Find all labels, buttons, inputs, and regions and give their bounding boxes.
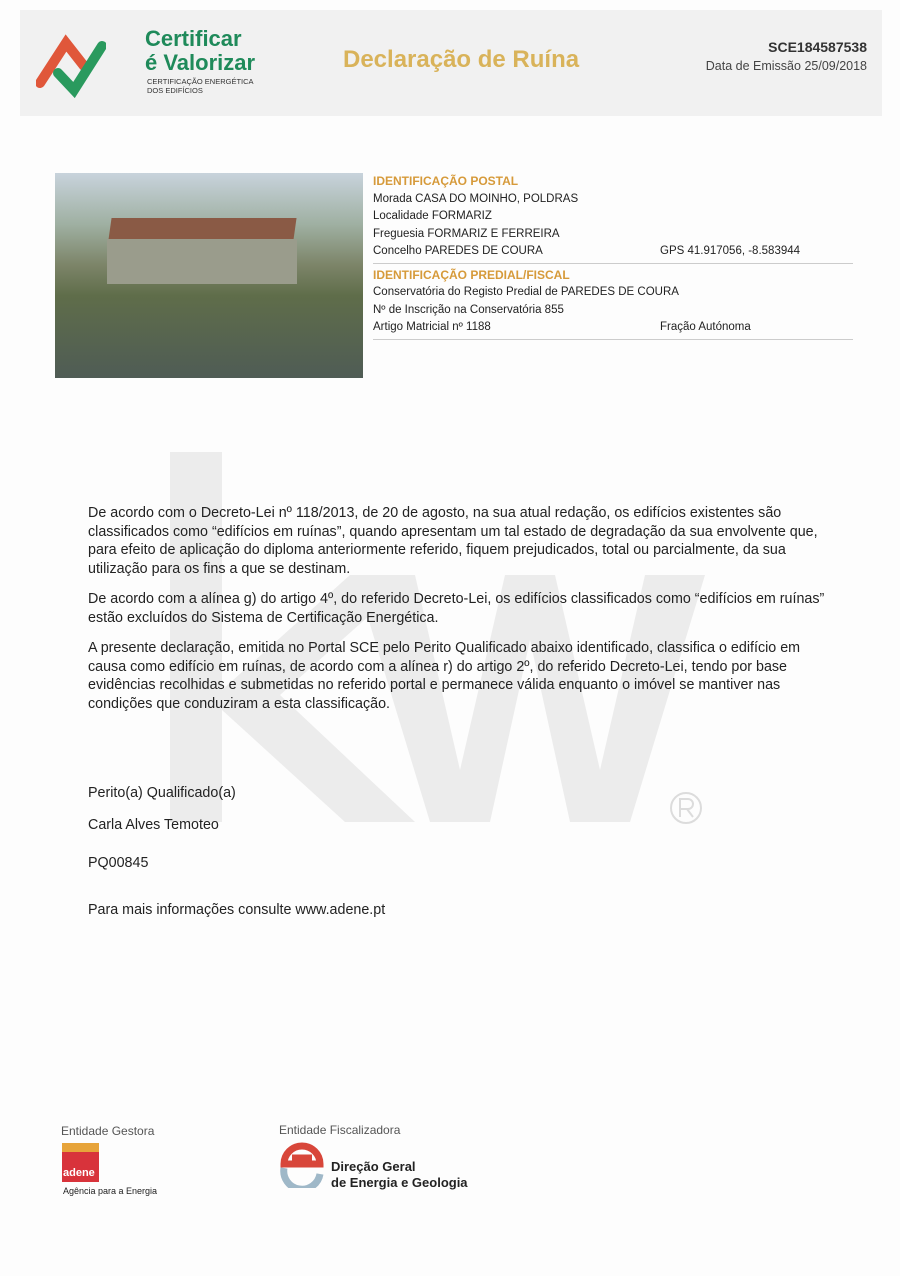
adene-logo-text: adene	[63, 1167, 95, 1179]
fiscalizadora-label: Entidade Fiscalizadora	[279, 1123, 401, 1137]
gps: GPS 41.917056, -8.583944	[660, 245, 801, 257]
divider	[373, 339, 853, 340]
adene-subtitle: Agência para a Energia	[63, 1186, 158, 1196]
artigo-matricial: Artigo Matricial nº 1188	[373, 321, 491, 333]
identification-block	[373, 173, 853, 343]
predial-heading: IDENTIFICAÇÃO PREDIAL/FISCAL	[373, 267, 570, 282]
paragraph: De acordo com o Decreto-Lei nº 118/2013, de 20 de agosto, na sua atual redação, os edifícios existentes são classificados como “edifícios em ruínas”, quando apresentam um tal estado de degradação da sua envolvente que, para efeito de aplicação do diploma anteriormente referido, fiquem prejudicados, total ou parcialmente, da sua utilização para os fins a que se destinam.	[88, 505, 818, 577]
logo-line2: é Valorizar	[145, 50, 256, 75]
declaration-text	[88, 504, 828, 725]
inscricao: Nº de Inscrição na Conservatória 855	[373, 303, 564, 316]
paragraph: A presente declaração, emitida no Portal SCE pelo Perito Qualificado abaixo identificado, classifica o edifício em causa como edifício em ruínas, de acordo com a alínea r) do artigo 2º, do referido Decreto-Lei, tendo por base evidências recolhidas e submetidas no referido portal e permanece válida enquanto o imóvel se mantiver nas condições que conduziram a esta classificação.	[88, 640, 801, 712]
dgeg-logo-icon	[280, 1142, 324, 1188]
dgeg-line2: de Energia e Geologia	[331, 1175, 468, 1190]
morada: Morada CASA DO MOINHO, POLDRAS	[373, 192, 579, 205]
divider	[373, 263, 853, 264]
certificar-logo-icon	[36, 28, 106, 98]
expert-id: PQ00845	[88, 855, 149, 871]
concelho: Concelho PAREDES DE COURA	[373, 245, 543, 257]
postal-heading: IDENTIFICAÇÃO POSTAL	[373, 174, 519, 188]
more-info: Para mais informações consulte www.adene.pt	[88, 902, 386, 918]
expert-role: Perito(a) Qualificado(a)	[88, 785, 236, 801]
building-photo	[55, 173, 363, 378]
adene-logo	[62, 1143, 99, 1182]
logo-text	[145, 27, 255, 75]
fracao-autonoma: Fração Autónoma	[660, 321, 751, 333]
logo-subtitle: CERTIFICAÇÃO ENERGÉTICA DOS EDIFÍCIOS	[147, 77, 254, 95]
dgeg-name	[331, 1159, 468, 1191]
gestora-label: Entidade Gestora	[61, 1124, 155, 1138]
conservatoria: Conservatória do Registo Predial de PAREDES DE COURA	[373, 286, 679, 298]
logo-line1: Certificar	[145, 26, 242, 51]
dgeg-line1: Direção Geral	[331, 1159, 416, 1174]
expert-name: Carla Alves Temoteo	[88, 817, 219, 833]
certificate-code: SCE184587538	[768, 39, 867, 55]
freguesia: Freguesia FORMARIZ E FERREIRA	[373, 227, 560, 240]
paragraph: De acordo com a alínea g) do artigo 4º, do referido Decreto-Lei, os edifícios classificados como “edifícios em ruínas” estão excluídos do Sistema de Certificação Energética.	[88, 591, 825, 626]
document-title: Declaração de Ruína	[343, 46, 580, 73]
issue-date: Data de Emissão 25/09/2018	[705, 59, 867, 73]
localidade: Localidade FORMARIZ	[373, 210, 492, 222]
